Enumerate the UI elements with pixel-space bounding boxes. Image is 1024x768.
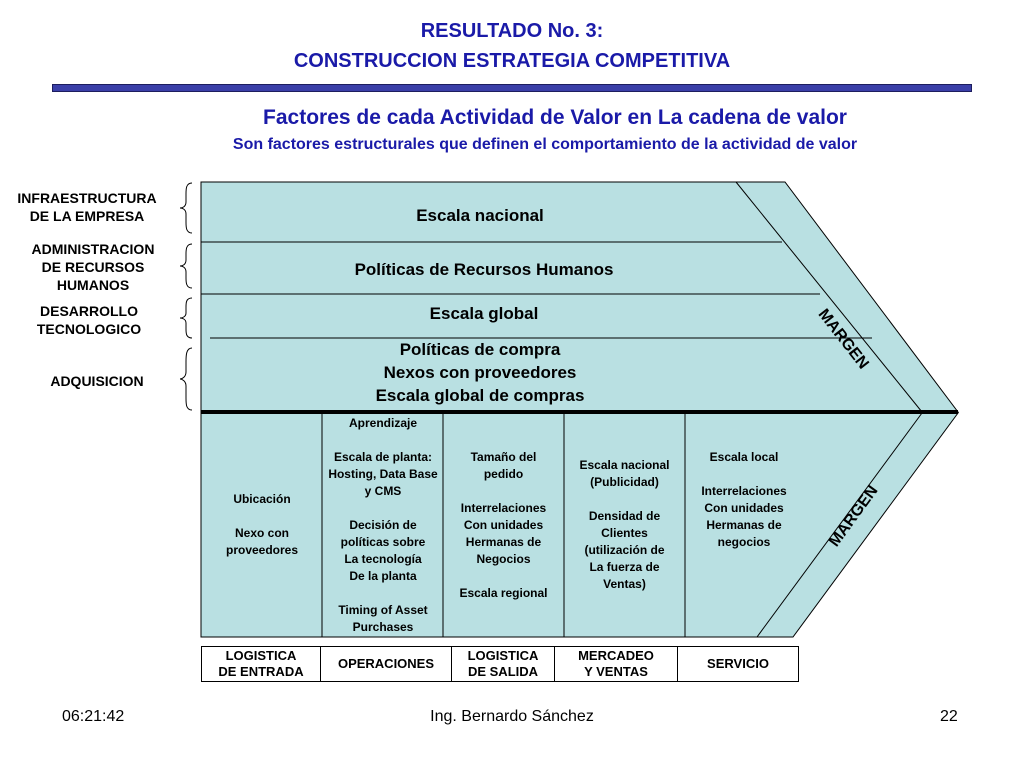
slide-title-line2: CONSTRUCCION ESTRATEGIA COMPETITIVA bbox=[293, 50, 731, 72]
primary-label-servicio: SERVICIO bbox=[677, 646, 799, 682]
support-label-tecnologia: DESARROLLO TECNOLOGICO bbox=[36, 303, 142, 337]
primary-factor-operaciones: Aprendizaje Escala de planta: Hosting, Data Base y CMS Decisión de políticas sobre La tecnología De la planta Timing of Asset Purchases bbox=[328, 416, 438, 634]
support-label-adquisicion: ADQUISICION bbox=[50, 373, 144, 389]
subtitle-main: Factores de cada Actividad de Valor en La cadena de valor bbox=[263, 106, 847, 129]
primary-factor-logistica-salida: Tamaño del pedido Interrelaciones Con unidades Hermanas de Negocios Escala regional bbox=[459, 449, 548, 600]
primary-factor-mercadeo-ventas: Escala nacional (Publicidad) Densidad de Clientes (utilización de La fuerza de Ventas) bbox=[579, 458, 670, 591]
margin-label-top: MARGEN bbox=[814, 306, 872, 373]
footer-time: 06:21:42 bbox=[62, 708, 125, 725]
margin-label-bottom: MARGEN bbox=[826, 482, 882, 550]
primary-label-mercadeo-ventas: MERCADEO Y VENTAS bbox=[554, 646, 678, 682]
subtitle-secondary: Son factores estructurales que definen el comportamiento de la actividad de valor bbox=[232, 136, 858, 153]
primary-label-logistica-entrada: LOGISTICA DE ENTRADA bbox=[201, 646, 321, 682]
footer-author: Ing. Bernardo Sánchez bbox=[430, 708, 594, 725]
support-label-infraestructura: INFRAESTRUCTURA DE LA EMPRESA bbox=[17, 190, 157, 224]
primary-label-logistica-salida: LOGISTICA DE SALIDA bbox=[451, 646, 555, 682]
slide-title-line1: RESULTADO No. 3: bbox=[420, 20, 604, 42]
brace-tecnologia bbox=[180, 298, 192, 338]
support-factor-tecnologia: Escala global bbox=[429, 304, 539, 323]
primary-factor-servicio: Escala local Interrelaciones Con unidades Hermanas de negocios bbox=[701, 450, 787, 549]
support-label-rrhh: ADMINISTRACION DE RECURSOS HUMANOS bbox=[31, 241, 155, 293]
support-factor-rrhh: Políticas de Recursos Humanos bbox=[354, 260, 614, 279]
primary-factor-logistica-entrada: Ubicación Nexo con proveedores bbox=[225, 492, 299, 557]
footer-page-number: 22 bbox=[940, 708, 958, 725]
support-factor-infraestructura: Escala nacional bbox=[416, 206, 544, 225]
primary-label-operaciones: OPERACIONES bbox=[320, 646, 452, 682]
brace-infraestructura bbox=[180, 183, 192, 233]
support-factor-adquisicion: Políticas de compra Nexos con proveedores Escala global de compras bbox=[375, 340, 585, 405]
